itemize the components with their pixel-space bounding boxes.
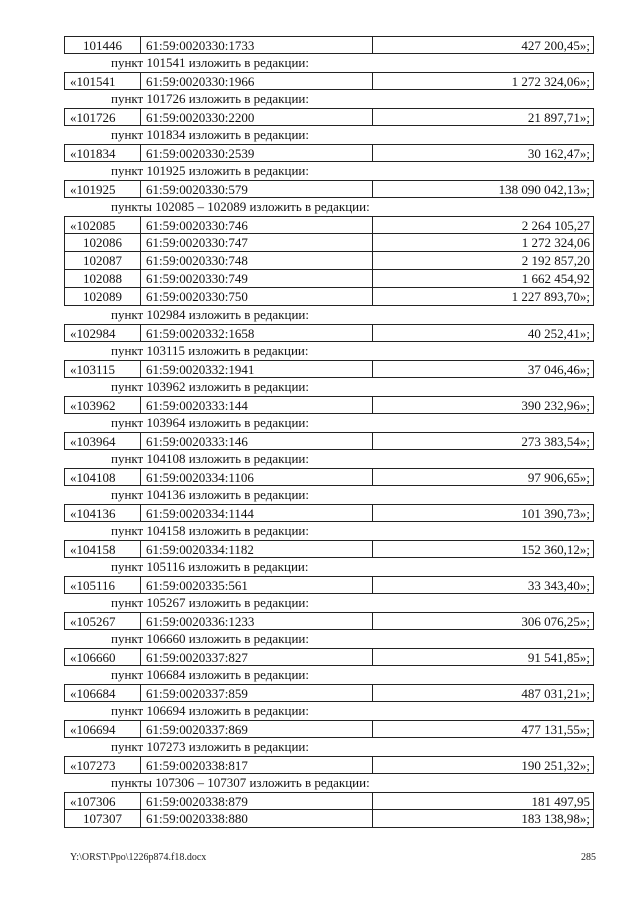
item-number: «102085	[65, 217, 141, 233]
table-row	[64, 234, 594, 252]
item-number: «103962	[65, 397, 141, 413]
cadastral-value: 190 251,32»;	[521, 758, 590, 773]
cadastral-number: 61:59:0020330:579	[141, 181, 373, 197]
cadastral-number: 61:59:0020333:144	[141, 397, 373, 413]
cadastral-value: 1 272 324,06	[521, 235, 590, 250]
amendment-instruction: пункт 107273 изложить в редакции:	[111, 739, 309, 754]
cadastral-value: 138 090 042,13»;	[498, 182, 590, 197]
amendment-instruction: пункт 103962 изложить в редакции:	[111, 379, 309, 394]
amendment-instruction: пункт 101726 изложить в редакции:	[111, 91, 309, 106]
table-row	[64, 540, 594, 558]
table-row	[64, 36, 594, 54]
table-row	[64, 504, 594, 522]
table-row	[64, 396, 594, 414]
amendment-instruction: пункт 104136 изложить в редакции:	[111, 487, 309, 502]
cadastral-value: 306 076,25»;	[521, 614, 590, 629]
cadastral-value: 390 232,96»;	[521, 398, 590, 413]
amendment-instruction: пункт 101541 изложить в редакции:	[111, 55, 309, 70]
cadastral-value: 40 252,41»;	[527, 326, 590, 341]
item-number: 101446	[65, 37, 141, 53]
table-row	[64, 180, 594, 198]
amendment-instruction: пункт 106694 изложить в редакции:	[111, 703, 309, 718]
cadastral-number: 61:59:0020334:1182	[141, 541, 373, 557]
table-row	[64, 684, 594, 702]
cadastral-number: 61:59:0020330:746	[141, 217, 373, 233]
cadastral-value: 33 343,40»;	[527, 578, 590, 593]
cadastral-value: 487 031,21»;	[521, 686, 590, 701]
item-number: «101541	[65, 73, 141, 89]
cadastral-number: 61:59:0020330:2200	[141, 109, 373, 125]
item-number: «103964	[65, 433, 141, 449]
item-number: «102984	[65, 325, 141, 341]
table-row	[64, 288, 594, 306]
item-number: «107306	[65, 793, 141, 809]
amendments-table	[64, 36, 594, 828]
amendment-instruction: пункт 106660 изложить в редакции:	[111, 631, 309, 646]
table-row	[64, 576, 594, 594]
item-number: «106694	[65, 721, 141, 737]
table-row	[64, 792, 594, 810]
footer-file-path: Y:\ORST\Ppo\1226p874.f18.docx	[70, 852, 207, 863]
cadastral-value: 37 046,46»;	[527, 362, 590, 377]
cadastral-number: 61:59:0020337:869	[141, 721, 373, 737]
cadastral-value: 1 227 893,70»;	[511, 289, 590, 304]
cadastral-number: 61:59:0020330:747	[141, 234, 373, 251]
item-number: «101834	[65, 145, 141, 161]
amendment-instruction: пункт 106684 изложить в редакции:	[111, 667, 309, 682]
item-number: «106660	[65, 649, 141, 665]
amendment-instruction: пункт 103115 изложить в редакции:	[111, 343, 309, 358]
cadastral-value: 101 390,73»;	[521, 506, 590, 521]
amendment-instruction: пункт 101834 изложить в редакции:	[111, 127, 309, 142]
item-number: «104158	[65, 541, 141, 557]
cadastral-value: 2 192 857,20	[521, 253, 590, 268]
cadastral-number: 61:59:0020333:146	[141, 433, 373, 449]
cadastral-value: 21 897,71»;	[527, 110, 590, 125]
table-row	[64, 648, 594, 666]
cadastral-value: 427 200,45»;	[521, 38, 590, 53]
table-row	[64, 720, 594, 738]
cadastral-value: 1 272 324,06»;	[511, 74, 590, 89]
page-footer	[70, 852, 596, 863]
cadastral-value: 273 383,54»;	[521, 434, 590, 449]
cadastral-number: 61:59:0020334:1144	[141, 505, 373, 521]
cadastral-value: 2 264 105,27	[521, 218, 590, 233]
amendment-instruction: пункт 103964 изложить в редакции:	[111, 415, 309, 430]
cadastral-number: 61:59:0020330:1966	[141, 73, 373, 89]
item-number: «105116	[65, 577, 141, 593]
table-row	[64, 144, 594, 162]
cadastral-value: 97 906,65»;	[527, 470, 590, 485]
cadastral-number: 61:59:0020336:1233	[141, 613, 373, 629]
item-number: «104136	[65, 505, 141, 521]
cadastral-value: 181 497,95	[531, 794, 590, 809]
amendment-instruction: пункт 102984 изложить в редакции:	[111, 307, 309, 322]
item-number: «106684	[65, 685, 141, 701]
item-number: 102087	[65, 252, 141, 269]
table-row	[64, 432, 594, 450]
cadastral-value: 183 138,98»;	[521, 811, 590, 826]
item-number: 102089	[65, 288, 141, 305]
item-number: «104108	[65, 469, 141, 485]
item-number: 102088	[65, 270, 141, 287]
amendment-instruction: пункт 105267 изложить в редакции:	[111, 595, 309, 610]
table-row	[64, 360, 594, 378]
cadastral-value: 91 541,85»;	[527, 650, 590, 665]
cadastral-number: 61:59:0020330:1733	[141, 37, 373, 53]
item-number: «101925	[65, 181, 141, 197]
cadastral-number: 61:59:0020330:749	[141, 270, 373, 287]
cadastral-number: 61:59:0020337:859	[141, 685, 373, 701]
item-number: «101726	[65, 109, 141, 125]
cadastral-number: 61:59:0020330:2539	[141, 145, 373, 161]
item-number: 102086	[65, 234, 141, 251]
footer-page-number: 285	[581, 852, 596, 863]
amendment-instruction: пункт 104108 изложить в редакции:	[111, 451, 309, 466]
amendment-instruction: пункт 101925 изложить в редакции:	[111, 163, 309, 178]
table-row	[64, 270, 594, 288]
table-row	[64, 324, 594, 342]
table-row	[64, 756, 594, 774]
item-number: «107273	[65, 757, 141, 773]
cadastral-value: 477 131,55»;	[521, 722, 590, 737]
item-number: «103115	[65, 361, 141, 377]
cadastral-value: 30 162,47»;	[527, 146, 590, 161]
item-number: 107307	[65, 810, 141, 827]
cadastral-number: 61:59:0020334:1106	[141, 469, 373, 485]
amendment-instruction: пункт 105116 изложить в редакции:	[111, 559, 309, 574]
table-row	[64, 810, 594, 828]
amendment-instruction: пункты 102085 – 102089 изложить в редакции:	[111, 199, 370, 214]
cadastral-number: 61:59:0020338:880	[141, 810, 373, 827]
cadastral-number: 61:59:0020332:1941	[141, 361, 373, 377]
table-row	[64, 252, 594, 270]
cadastral-number: 61:59:0020335:561	[141, 577, 373, 593]
item-number: «105267	[65, 613, 141, 629]
cadastral-number: 61:59:0020332:1658	[141, 325, 373, 341]
cadastral-value: 152 360,12»;	[521, 542, 590, 557]
amendment-instruction: пункты 107306 – 107307 изложить в редакции:	[111, 775, 370, 790]
cadastral-value: 1 662 454,92	[521, 271, 590, 286]
amendment-instruction: пункт 104158 изложить в редакции:	[111, 523, 309, 538]
cadastral-number: 61:59:0020338:817	[141, 757, 373, 773]
cadastral-number: 61:59:0020330:750	[141, 288, 373, 305]
cadastral-number: 61:59:0020330:748	[141, 252, 373, 269]
table-row	[64, 468, 594, 486]
table-row	[64, 108, 594, 126]
table-row	[64, 216, 594, 234]
cadastral-number: 61:59:0020337:827	[141, 649, 373, 665]
cadastral-number: 61:59:0020338:879	[141, 793, 373, 809]
table-row	[64, 612, 594, 630]
table-row	[64, 72, 594, 90]
